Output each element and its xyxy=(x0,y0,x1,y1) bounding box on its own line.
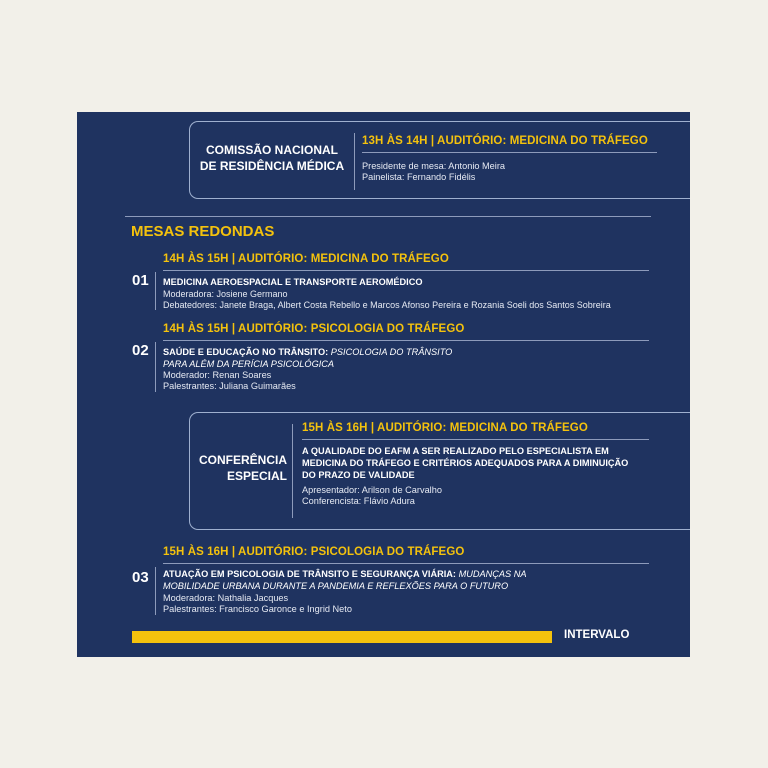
session1-slot: 14H ÀS 15H | AUDITÓRIO: MEDICINA DO TRÁFEGO xyxy=(163,253,449,265)
session2-title-italic-2: PARA ALÉM DA PERÍCIA PSICOLÓGICA xyxy=(163,359,335,369)
conference-label-line2: ESPECIAL xyxy=(226,469,287,483)
conference-meta xyxy=(302,485,442,507)
conference-label-line1: CONFERÊNCIA xyxy=(198,453,287,467)
cnrm-divider xyxy=(354,133,355,190)
conference-speaker: Conferencista: Flávio Adura xyxy=(302,496,415,506)
session2-rule xyxy=(163,340,649,341)
session3-divider xyxy=(155,567,156,615)
session2-slot: 14H ÀS 15H | AUDITÓRIO: PSICOLOGIA DO TRÁFEGO xyxy=(163,323,465,335)
session2-title xyxy=(163,346,452,370)
session3-speakers: Palestrantes: Francisco Garonce e Ingrid Neto xyxy=(163,604,352,614)
session2-title-bold: SAÚDE E EDUCAÇÃO NO TRÂNSITO: xyxy=(163,347,329,357)
session3-slot: 15H ÀS 16H | AUDITÓRIO: PSICOLOGIA DO TRÁFEGO xyxy=(163,546,465,558)
session2-title-italic-1: PSICOLOGIA DO TRÂNSITO xyxy=(330,347,453,357)
conference-slot: 15H ÀS 16H | AUDITÓRIO: MEDICINA DO TRÁFEGO xyxy=(302,422,588,434)
section-title: MESAS REDONDAS xyxy=(131,223,275,240)
session2-meta xyxy=(163,370,296,392)
conference-divider xyxy=(292,424,293,518)
session3-meta xyxy=(163,593,352,615)
session2-divider xyxy=(155,342,156,392)
conference-label xyxy=(195,452,287,484)
session3-title-bold: ATUAÇÃO EM PSICOLOGIA DE TRÂNSITO E SEGURANÇA VIÁRIA: xyxy=(163,569,456,579)
conference-presenter: Apresentador: Arilson de Carvalho xyxy=(302,485,442,495)
intervalo-bar xyxy=(132,631,552,643)
cnrm-label xyxy=(197,142,347,174)
cnrm-label-line1: COMISSÃO NACIONAL xyxy=(206,143,338,157)
session1-moderator: Moderadora: Josiene Germano xyxy=(163,289,288,299)
session1-divider xyxy=(155,272,156,310)
session1-meta xyxy=(163,289,611,311)
conference-title-line2: MEDICINA DO TRÁFEGO E CRITÉRIOS ADEQUADOS PARA A DIMINUIÇÃO xyxy=(302,458,629,468)
session3-number: 03 xyxy=(132,569,149,586)
cnrm-slot-rule xyxy=(362,152,657,153)
session3-title xyxy=(163,568,526,592)
session2-moderator: Moderador: Renan Soares xyxy=(163,370,272,380)
session3-title-italic-1: MUDANÇAS NA xyxy=(458,569,527,579)
session2-number: 02 xyxy=(132,342,149,359)
cnrm-meta xyxy=(362,161,505,183)
session1-debaters: Debatedores: Janete Braga, Albert Costa Rebello e Marcos Afonso Pereira e Rozania Soeli dos Santos Sobreira xyxy=(163,300,611,310)
session2-speakers: Palestrantes: Juliana Guimarães xyxy=(163,381,296,391)
cnrm-president: Presidente de mesa: Antonio Meira xyxy=(362,161,505,171)
session1-title: MEDICINA AEROESPACIAL E TRANSPORTE AEROMÉDICO xyxy=(163,277,423,287)
session3-moderator: Moderadora: Nathalia Jacques xyxy=(163,593,289,603)
cnrm-panelist: Painelista: Fernando Fidélis xyxy=(362,172,476,182)
conference-title-line1: A QUALIDADE DO EAFM A SER REALIZADO PELO ESPECIALISTA EM xyxy=(302,446,609,456)
intervalo-label: INTERVALO xyxy=(564,629,630,641)
conference-rule xyxy=(302,439,649,440)
session3-title-italic-2: MOBILIDADE URBANA DURANTE A PANDEMIA E REFLEXÕES PARA O FUTURO xyxy=(163,581,509,591)
session1-number: 01 xyxy=(132,272,149,289)
cnrm-label-line2: DE RESIDÊNCIA MÉDICA xyxy=(199,159,345,173)
cnrm-slot: 13H ÀS 14H | AUDITÓRIO: MEDICINA DO TRÁFEGO xyxy=(362,135,648,147)
session3-rule xyxy=(163,563,649,564)
session1-rule xyxy=(163,270,649,271)
schedule-panel xyxy=(77,112,690,657)
section-rule xyxy=(125,216,651,217)
conference-title xyxy=(302,445,628,481)
conference-title-line3: DO PRAZO DE VALIDADE xyxy=(302,470,415,480)
